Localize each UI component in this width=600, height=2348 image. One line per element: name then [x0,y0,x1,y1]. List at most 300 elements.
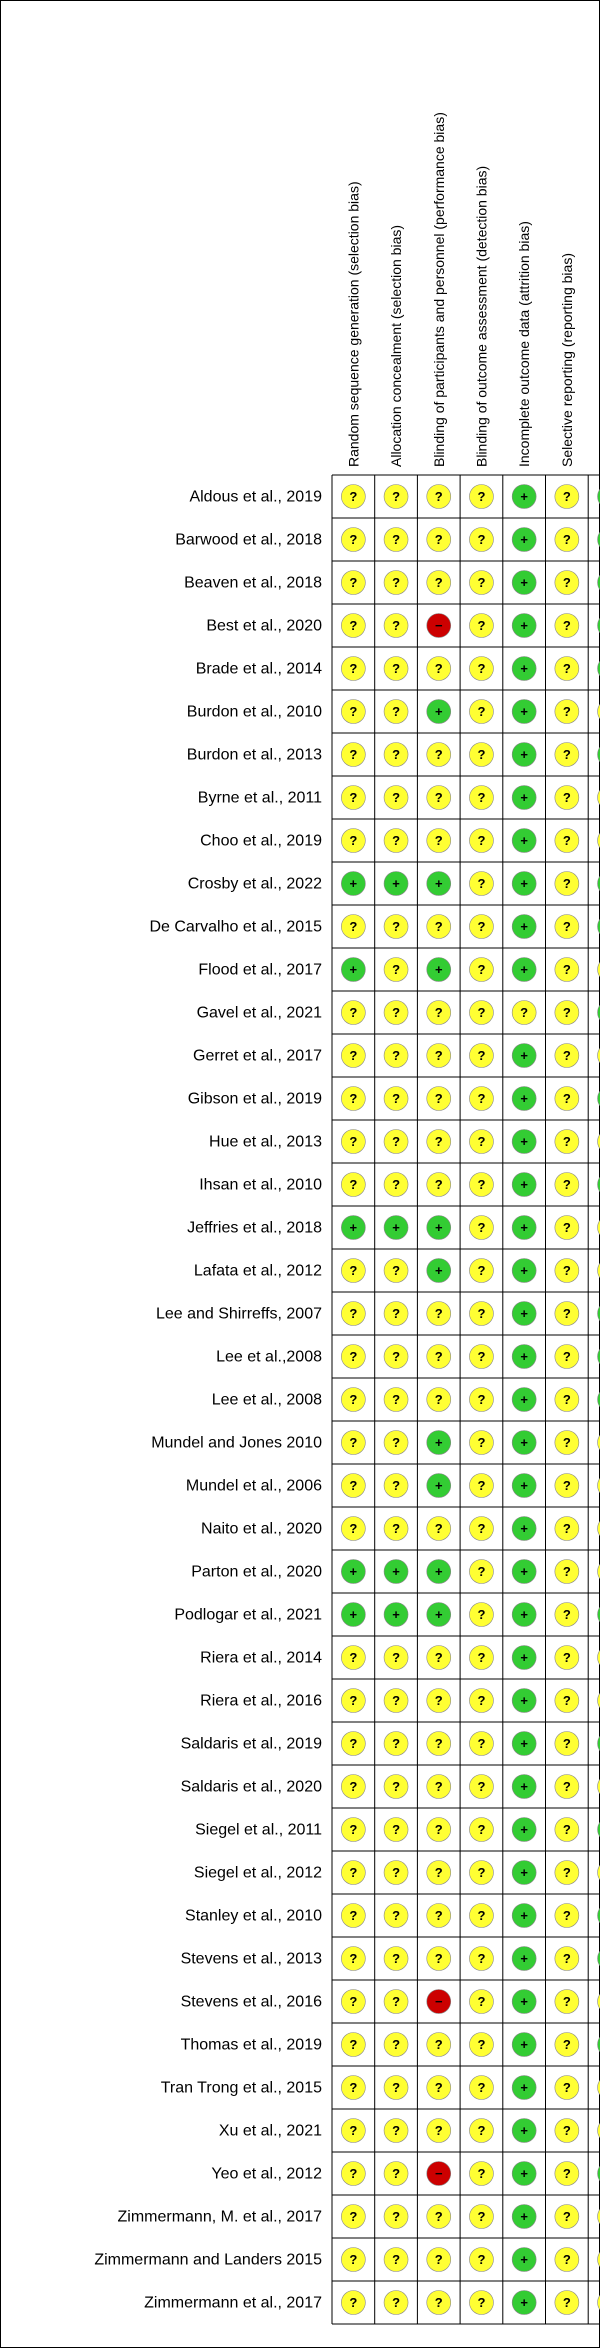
judgement-symbol-unclear: ? [562,1091,571,1106]
judgement-symbol-low: + [520,1779,528,1794]
study-label: Byrne et al., 2011 [197,789,322,807]
study-label: De Carvalho et al., 2015 [149,918,322,936]
judgement-symbol-unclear: ? [477,704,486,719]
judgement-symbol-unclear: ? [349,1951,358,1966]
judgement-symbol-low: + [434,962,443,977]
judgement-symbol-unclear: ? [477,1607,486,1622]
judgement-symbol-unclear: ? [434,1306,443,1321]
judgement-symbol-unclear: ? [562,1908,571,1923]
judgement-symbol-unclear: ? [349,618,358,633]
judgement-symbol-unclear: ? [477,2080,486,2095]
judgement-symbol-low: + [520,1693,528,1708]
judgement-symbol-unclear: ? [434,1392,443,1407]
judgement-symbol-unclear: ? [434,2123,443,2138]
judgement-symbol-unclear: ? [392,1779,401,1794]
domain-label: Random sequence generation (selection bias) [345,181,362,467]
judgement-symbol-low: + [520,1736,528,1751]
study-label: Xu et al., 2021 [218,2122,322,2140]
judgement-symbol-unclear: ? [477,1435,486,1450]
judgement-symbol-unclear: ? [477,790,486,805]
judgement-symbol-unclear: ? [349,1521,358,1536]
study-label: Riera et al., 2016 [200,1692,322,1710]
judgement-symbol-low: + [520,1607,528,1622]
study-label: Brade et al., 2014 [195,660,322,678]
judgement-symbol-unclear: ? [434,575,443,590]
judgement-symbol-unclear: ? [349,1478,358,1493]
judgement-symbol-unclear: ? [434,1005,443,1020]
judgement-symbol-unclear: ? [349,1392,358,1407]
judgement-symbol-low: + [520,1349,528,1364]
judgement-symbol-unclear: ? [349,1435,358,1450]
judgement-symbol-unclear: ? [434,2295,443,2310]
judgement-symbol-low: + [520,2295,528,2310]
judgement-symbol-unclear: ? [392,2123,401,2138]
study-label: Siegel et al., 2011 [195,1821,322,1839]
judgement-symbol-unclear: ? [434,1736,443,1751]
judgement-symbol-unclear: ? [477,1650,486,1665]
judgement-symbol-unclear: ? [392,575,401,590]
study-label: Flood et al., 2017 [198,961,322,979]
judgement-symbol-unclear: ? [392,747,401,762]
judgement-symbol-unclear: ? [434,1048,443,1063]
judgement-symbol-unclear: ? [477,489,486,504]
study-label: Aldous et al., 2019 [189,488,322,506]
judgement-symbol-unclear: ? [562,1435,571,1450]
judgement-symbol-unclear: ? [349,532,358,547]
judgement-symbol-low: + [520,1478,528,1493]
judgement-symbol-unclear: ? [392,1392,401,1407]
judgement-symbol-low: + [520,661,528,676]
judgement-symbol-unclear: ? [349,1306,358,1321]
judgement-symbol-low: + [520,1564,528,1579]
judgement-symbol-unclear: ? [392,1865,401,1880]
judgement-symbol-unclear: ? [562,1822,571,1837]
judgement-symbol-unclear: ? [434,1521,443,1536]
judgement-symbol-unclear: ? [477,1564,486,1579]
judgement-symbol-unclear: ? [349,1005,358,1020]
judgement-symbol-unclear: ? [392,1736,401,1751]
judgement-symbol-unclear: ? [562,2123,571,2138]
judgement-symbol-unclear: ? [392,1005,401,1020]
judgement-symbol-low: + [520,1435,528,1450]
judgement-symbol-unclear: ? [477,1134,486,1149]
judgement-symbol-unclear: ? [477,1908,486,1923]
judgement-symbol-unclear: ? [434,489,443,504]
judgement-symbol-low: + [520,1134,528,1149]
judgement-symbol-unclear: ? [477,2123,486,2138]
judgement-symbol-unclear: ? [434,2209,443,2224]
study-label: Siegel et al., 2012 [193,1864,322,1882]
judgement-symbol-unclear: ? [477,1951,486,1966]
judgement-symbol-low: + [520,2209,528,2224]
judgement-symbol-unclear: ? [349,1908,358,1923]
judgement-symbol-unclear: ? [392,532,401,547]
judgement-symbol-unclear: ? [477,1779,486,1794]
judgement-symbol-unclear: ? [562,1779,571,1794]
judgement-symbol-unclear: ? [349,833,358,848]
judgement-symbol-unclear: ? [562,2080,571,2095]
judgement-symbol-unclear: ? [434,833,443,848]
study-label: Lee et al.,2008 [216,1348,322,1366]
judgement-symbol-unclear: ? [434,1177,443,1192]
judgement-symbol-unclear: ? [477,833,486,848]
judgement-symbol-unclear: ? [392,1521,401,1536]
judgement-symbol-unclear: ? [392,1650,401,1665]
study-label: Mundel and Jones 2010 [151,1434,322,1452]
study-label: Gibson et al., 2019 [187,1090,322,1108]
judgement-symbol-unclear: ? [392,2080,401,2095]
judgement-symbol-unclear: ? [392,1306,401,1321]
judgement-symbol-low: + [520,1994,528,2009]
judgement-symbol-unclear: ? [477,1521,486,1536]
domain-label: Blinding of outcome assessment (detection bias) [473,165,490,467]
judgement-symbol-unclear: ? [392,1177,401,1192]
study-label: Mundel et al., 2006 [185,1477,322,1495]
judgement-symbol-unclear: ? [392,1435,401,1450]
judgement-symbol-unclear: ? [562,747,571,762]
judgement-symbol-low: + [520,1048,528,1063]
judgement-symbol-unclear: ? [392,919,401,934]
judgement-symbol-unclear: ? [434,661,443,676]
judgement-symbol-unclear: ? [562,575,571,590]
judgement-symbol-unclear: ? [562,1736,571,1751]
judgement-symbol-low: + [392,1564,400,1579]
judgement-symbol-unclear: ? [477,747,486,762]
judgement-symbol-unclear: ? [477,1736,486,1751]
judgement-symbol-low: + [520,1951,528,1966]
study-label: Gerret et al., 2017 [193,1047,322,1065]
judgement-symbol-unclear: ? [434,747,443,762]
judgement-symbol-unclear: ? [562,1865,571,1880]
judgement-symbol-unclear: ? [349,2252,358,2267]
domain-label: Incomplete outcome data (attrition bias) [516,221,533,467]
judgement-symbol-unclear: ? [392,704,401,719]
judgement-symbol-low: + [392,1220,400,1235]
judgement-symbol-unclear: ? [392,1478,401,1493]
judgement-symbol-unclear: ? [349,2295,358,2310]
judgement-symbol-low: + [520,1306,528,1321]
judgement-symbol-unclear: ? [392,2252,401,2267]
judgement-symbol-unclear: ? [349,1263,358,1278]
judgement-symbol-unclear: ? [562,1564,571,1579]
judgement-symbol-low: + [520,1392,528,1407]
study-label: Lee and Shirreffs, 2007 [155,1305,322,1323]
judgement-symbol-unclear: ? [392,1349,401,1364]
judgement-symbol-low: + [520,1091,528,1106]
judgement-symbol-unclear: ? [562,2037,571,2052]
judgement-symbol-unclear: ? [434,1091,443,1106]
judgement-symbol-low: + [520,747,528,762]
judgement-symbol-unclear: ? [392,833,401,848]
judgement-symbol-unclear: ? [434,1779,443,1794]
judgement-symbol-unclear: ? [392,2295,401,2310]
judgement-symbol-unclear: ? [349,1048,358,1063]
judgement-symbol-low: + [434,1478,443,1493]
judgement-symbol-unclear: ? [434,1349,443,1364]
judgement-symbol-unclear: ? [477,1091,486,1106]
judgement-symbol-low: + [434,704,443,719]
judgement-symbol-low: + [520,489,528,504]
judgement-symbol-unclear: ? [392,489,401,504]
study-label: Tran Trong et al., 2015 [160,2079,322,2097]
judgement-symbol-low: + [392,876,400,891]
judgement-symbol-unclear: ? [562,1951,571,1966]
judgement-symbol-unclear: ? [349,1134,358,1149]
judgement-symbol-low: + [520,2252,528,2267]
study-label: Zimmermann et al., 2017 [144,2294,322,2312]
judgement-symbol-unclear: ? [562,962,571,977]
judgement-symbol-unclear: ? [392,1822,401,1837]
judgement-symbol-unclear: ? [349,1865,358,1880]
judgement-symbol-unclear: ? [562,1134,571,1149]
judgement-symbol-low: + [520,1263,528,1278]
judgement-symbol-unclear: ? [477,1349,486,1364]
judgement-symbol-unclear: ? [434,2037,443,2052]
judgement-symbol-unclear: ? [562,1650,571,1665]
study-label: Choo et al., 2019 [200,832,322,850]
judgement-symbol-unclear: ? [392,962,401,977]
judgement-symbol-unclear: ? [562,1607,571,1622]
study-label: Burdon et al., 2010 [186,703,322,721]
study-label: Riera et al., 2014 [200,1649,322,1667]
judgement-symbol-unclear: ? [434,1822,443,1837]
judgement-symbol-unclear: ? [562,1263,571,1278]
study-label: Stevens et al., 2016 [180,1993,322,2011]
judgement-symbol-low: + [520,1908,528,1923]
judgement-symbol-unclear: ? [477,1865,486,1880]
judgement-symbol-unclear: ? [349,704,358,719]
judgement-symbol-unclear: ? [477,1263,486,1278]
judgement-symbol-unclear: ? [392,2037,401,2052]
judgement-symbol-unclear: ? [434,1693,443,1708]
judgement-symbol-unclear: ? [392,2209,401,2224]
judgement-symbol-unclear: ? [434,532,443,547]
judgement-symbol-unclear: ? [392,1091,401,1106]
judgement-symbol-low: + [520,2080,528,2095]
judgement-symbol-unclear: ? [349,575,358,590]
judgement-symbol-unclear: ? [434,1865,443,1880]
judgement-symbol-unclear: ? [392,1693,401,1708]
judgement-symbol-low: + [434,1564,443,1579]
study-label: Beaven et al., 2018 [184,574,322,592]
judgement-symbol-low: + [349,876,358,891]
judgement-symbol-unclear: ? [562,2252,571,2267]
judgement-symbol-unclear: ? [349,661,358,676]
judgement-symbol-unclear: ? [562,1478,571,1493]
study-label: Stanley et al., 2010 [185,1907,322,1925]
study-label: Burdon et al., 2013 [186,746,322,764]
judgement-symbol-unclear: ? [434,1650,443,1665]
judgement-symbol-unclear: ? [349,1693,358,1708]
judgement-symbol-low: + [520,532,528,547]
judgement-symbol-low: + [434,1220,443,1235]
study-label: Lee et al., 2008 [211,1391,322,1409]
study-label: Best et al., 2020 [206,617,322,635]
judgement-symbol-unclear: ? [562,1392,571,1407]
judgement-symbol-unclear: ? [477,1392,486,1407]
judgement-symbol-unclear: ? [349,2123,358,2138]
study-label: Parton et al., 2020 [191,1563,322,1581]
judgement-symbol-unclear: ? [477,1478,486,1493]
judgement-symbol-low: + [349,1564,358,1579]
judgement-symbol-unclear: ? [392,661,401,676]
judgement-symbol-unclear: ? [349,1736,358,1751]
judgement-symbol-low: + [520,1865,528,1880]
study-label: Crosby et al., 2022 [187,875,322,893]
study-label: Barwood et al., 2018 [175,531,322,549]
judgement-symbol-unclear: ? [562,1349,571,1364]
judgement-symbol-unclear: ? [477,1822,486,1837]
judgement-symbol-unclear: ? [349,2209,358,2224]
judgement-symbol-unclear: ? [434,919,443,934]
judgement-symbol-unclear: ? [477,1220,486,1235]
judgement-symbol-unclear: ? [434,790,443,805]
judgement-symbol-high: − [434,2166,443,2181]
judgement-symbol-low: + [520,1177,528,1192]
judgement-symbol-unclear: ? [392,1263,401,1278]
judgement-symbol-unclear: ? [562,790,571,805]
judgement-symbol-low: + [434,1263,443,1278]
judgement-symbol-unclear: ? [349,2166,358,2181]
judgement-symbol-unclear: ? [562,1994,571,2009]
judgement-symbol-unclear: ? [562,876,571,891]
judgement-symbol-unclear: ? [477,1177,486,1192]
judgement-symbol-unclear: ? [562,1005,571,1020]
judgement-symbol-low: + [520,1650,528,1665]
judgement-symbol-unclear: ? [349,489,358,504]
judgement-symbol-unclear: ? [477,2209,486,2224]
study-label: Thomas et al., 2019 [180,2036,322,2054]
judgement-symbol-unclear: ? [477,575,486,590]
judgement-symbol-low: + [520,618,528,633]
judgement-symbol-unclear: ? [562,1220,571,1235]
judgement-symbol-unclear: ? [349,747,358,762]
study-label: Saldaris et al., 2020 [180,1778,322,1796]
study-label: Lafata et al., 2012 [193,1262,322,1280]
judgement-symbol-unclear: ? [562,618,571,633]
judgement-symbol-unclear: ? [349,1779,358,1794]
judgement-symbol-unclear: ? [477,661,486,676]
judgement-symbol-unclear: ? [562,2209,571,2224]
judgement-symbol-low: + [520,2123,528,2138]
judgement-symbol-unclear: ? [477,919,486,934]
judgement-symbol-low: + [520,876,528,891]
judgement-symbol-low: + [520,833,528,848]
study-label: Jeffries et al., 2018 [187,1219,322,1237]
study-label: Hue et al., 2013 [209,1133,322,1151]
study-label: Gavel et al., 2021 [196,1004,322,1022]
judgement-symbol-unclear: ? [349,2080,358,2095]
judgement-symbol-unclear: ? [477,1005,486,1020]
judgement-symbol-unclear: ? [477,1693,486,1708]
judgement-symbol-unclear: ? [392,618,401,633]
study-label: Naito et al., 2020 [201,1520,322,1538]
judgement-symbol-unclear: ? [562,704,571,719]
judgement-symbol-low: + [520,2037,528,2052]
judgement-symbol-low: + [520,790,528,805]
judgement-symbol-low: + [434,876,443,891]
judgement-symbol-low: + [434,1435,443,1450]
study-label: Zimmermann, M. et al., 2017 [117,2208,322,2226]
judgement-symbol-unclear: ? [349,1994,358,2009]
judgement-symbol-unclear: ? [392,1994,401,2009]
judgement-symbol-unclear: ? [349,790,358,805]
domain-label: Blinding of participants and personnel (performance bias) [430,112,447,467]
study-label: Podlogar et al., 2021 [174,1606,322,1624]
judgement-symbol-unclear: ? [392,790,401,805]
judgement-symbol-unclear: ? [520,1005,529,1020]
judgement-symbol-unclear: ? [477,2295,486,2310]
judgement-symbol-unclear: ? [562,1693,571,1708]
judgement-symbol-unclear: ? [562,2166,571,2181]
judgement-symbol-unclear: ? [477,2037,486,2052]
judgement-symbol-unclear: ? [477,1048,486,1063]
judgement-symbol-unclear: ? [562,532,571,547]
judgement-symbol-unclear: ? [434,1134,443,1149]
judgement-symbol-unclear: ? [392,1048,401,1063]
study-label: Saldaris et al., 2019 [180,1735,322,1753]
judgement-symbol-high: − [434,1994,443,2009]
domain-label: Selective reporting (reporting bias) [558,253,575,467]
judgement-symbol-unclear: ? [562,919,571,934]
judgement-symbol-low: + [349,1220,358,1235]
judgement-symbol-unclear: ? [349,1822,358,1837]
judgement-symbol-low: + [520,704,528,719]
judgement-symbol-unclear: ? [434,2080,443,2095]
judgement-symbol-low: + [520,1220,528,1235]
judgement-symbol-unclear: ? [477,876,486,891]
judgement-symbol-unclear: ? [349,1650,358,1665]
judgement-symbol-low: + [520,2166,528,2181]
study-label: Zimmermann and Landers 2015 [94,2251,322,2269]
judgement-symbol-unclear: ? [562,1521,571,1536]
judgement-symbol-unclear: ? [434,1908,443,1923]
study-label: Ihsan et al., 2010 [199,1176,322,1194]
judgement-symbol-low: + [520,575,528,590]
judgement-symbol-unclear: ? [477,1994,486,2009]
judgement-symbol-low: + [520,1822,528,1837]
judgement-symbol-unclear: ? [392,1134,401,1149]
study-label: Yeo et al., 2012 [211,2165,322,2183]
judgement-symbol-unclear: ? [562,1177,571,1192]
judgement-symbol-unclear: ? [434,2252,443,2267]
judgement-symbol-unclear: ? [349,919,358,934]
judgement-symbol-unclear: ? [349,1349,358,1364]
judgement-symbol-unclear: ? [562,661,571,676]
judgement-symbol-low: + [520,919,528,934]
judgement-symbol-unclear: ? [562,2295,571,2310]
domain-label: Allocation concealment (selection bias) [388,224,405,467]
judgement-symbol-unclear: ? [434,1951,443,1966]
judgement-symbol-unclear: ? [477,2252,486,2267]
study-label: Stevens et al., 2013 [180,1950,322,1968]
judgement-symbol-unclear: ? [477,962,486,977]
judgement-symbol-unclear: ? [562,1306,571,1321]
judgement-symbol-unclear: ? [392,2166,401,2181]
judgement-symbol-unclear: ? [392,1951,401,1966]
judgement-symbol-unclear: ? [349,2037,358,2052]
judgement-symbol-low: + [392,1607,400,1622]
judgement-symbol-unclear: ? [349,1091,358,1106]
judgement-symbol-low: + [349,962,358,977]
judgement-symbol-unclear: ? [349,1177,358,1192]
judgement-symbol-unclear: ? [562,1048,571,1063]
judgement-symbol-unclear: ? [562,489,571,504]
judgement-symbol-low: + [349,1607,358,1622]
judgement-symbol-unclear: ? [477,2166,486,2181]
judgement-symbol-unclear: ? [477,532,486,547]
judgement-symbol-unclear: ? [562,833,571,848]
